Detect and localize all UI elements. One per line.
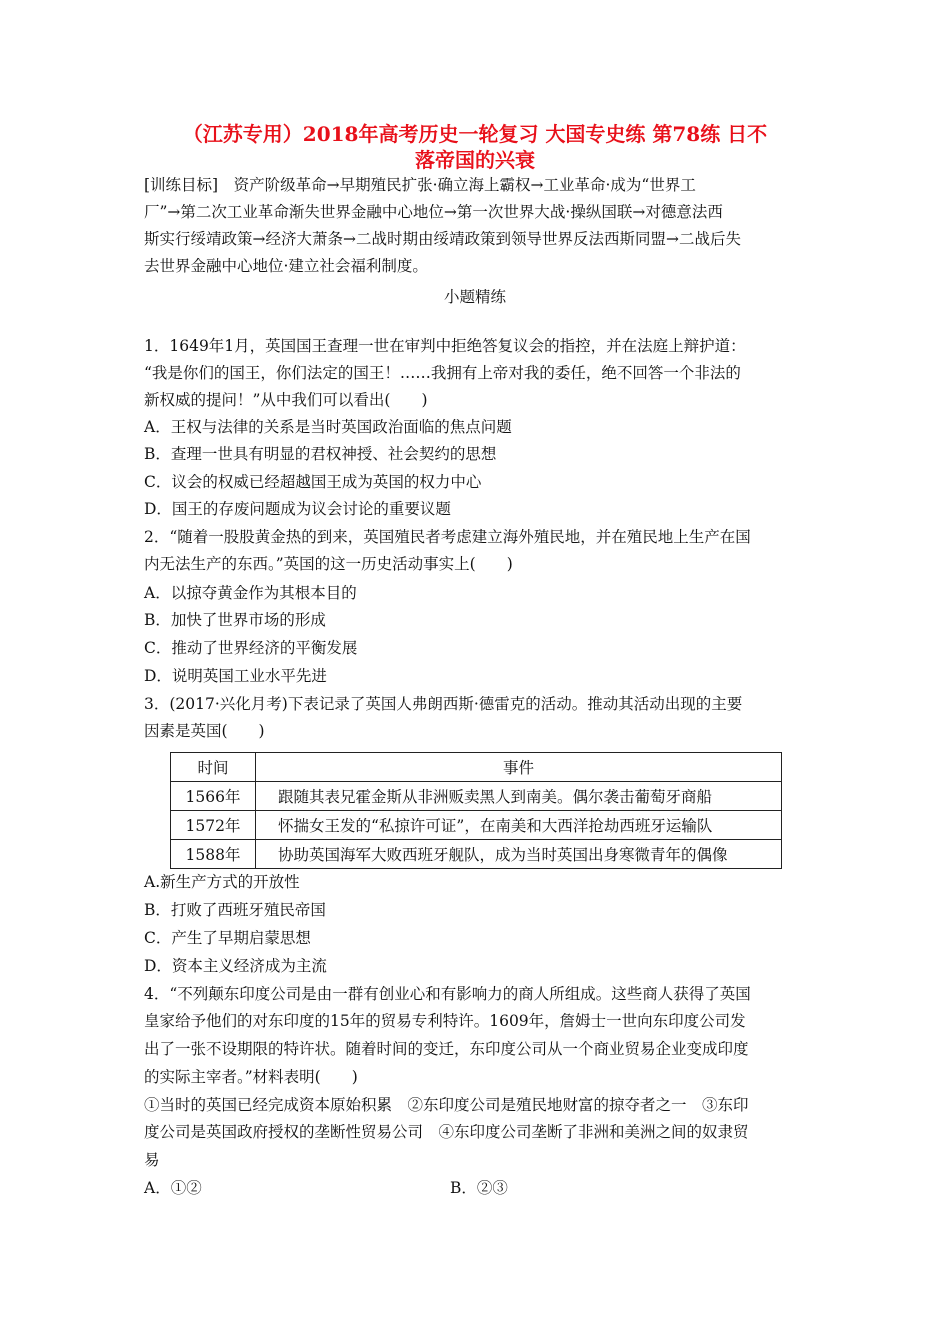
question-2-stem: 内无法生产的东西。”英国的这一历史活动事实上( ) xyxy=(144,555,513,573)
question-2-option-b: B．加快了世界市场的形成 xyxy=(144,611,326,629)
table-header-time: 时间 xyxy=(171,753,256,782)
table-row xyxy=(171,811,782,840)
table-cell-event: 跟随其表兄霍金斯从非洲贩卖黑人到南美。偶尔袭击葡萄牙商船 xyxy=(256,782,782,811)
question-1-option-d: D．国王的存废问题成为议会讨论的重要议题 xyxy=(144,500,451,518)
table-cell-event: 怀揣女王发的“私掠许可证”，在南美和大西洋抢劫西班牙运输队 xyxy=(256,811,782,840)
table-cell-year: 1572年 xyxy=(171,811,256,840)
question-1-stem: 新权威的提问！”从中我们可以看出( ) xyxy=(144,391,428,409)
table-cell-event: 协助英国海军大败西班牙舰队，成为当时英国出身寒微青年的偶像 xyxy=(256,840,782,869)
question-4-statements: ①当时的英国已经完成资本原始积累 ②东印度公司是殖民地财富的掠夺者之一 ③东印 xyxy=(144,1096,749,1114)
question-4-stem: 4．“不列颠东印度公司是由一群有创业心和有影响力的商人所组成。这些商人获得了英国 xyxy=(144,985,751,1003)
table-row xyxy=(171,782,782,811)
question-2-option-a: A．以掠夺黄金作为其根本目的 xyxy=(144,584,357,602)
question-3-stem: 3．(2017·兴化月考)下表记录了英国人弗朗西斯·德雷克的活动。推动其活动出现的主要 xyxy=(144,695,743,713)
question-4-stem: 皇家给予他们的对东印度的15年的贸易专利特许。1609年，詹姆士一世向东印度公司发 xyxy=(144,1012,746,1030)
question-1-stem: “我是你们的国王，你们法定的国王！……我拥有上帝对我的委任，绝不回答一个非法的 xyxy=(144,364,741,382)
question-4-stem: 出了一张不设期限的特许状。随着时间的变迁，东印度公司从一个商业贸易企业变成印度 xyxy=(144,1040,749,1058)
question-4-option-b: B．②③ xyxy=(450,1179,508,1197)
table-row xyxy=(171,840,782,869)
title-line-1: （江苏专用）2018年高考历史一轮复习 大国专史练 第78练 日不 xyxy=(182,122,768,146)
question-1-option-c: C．议会的权威已经超越国王成为英国的权力中心 xyxy=(144,473,482,491)
question-4-stem: 的实际主宰者。”材料表明( ) xyxy=(144,1068,358,1086)
table-cell-year: 1566年 xyxy=(171,782,256,811)
question-1-stem: 1．1649年1月，英国国王查理一世在审判中拒绝答复议会的指控，并在法庭上辩护道： xyxy=(144,337,746,355)
question-2-option-c: C．推动了世界经济的平衡发展 xyxy=(144,639,358,657)
question-2-stem: 2．“随着一股股黄金热的到来，英国殖民者考虑建立海外殖民地，并在殖民地上生产在国 xyxy=(144,528,751,546)
section-title: 小题精练 xyxy=(443,288,506,306)
question-2-option-d: D．说明英国工业水平先进 xyxy=(144,667,327,685)
title-line-2: 落帝国的兴衰 xyxy=(415,148,535,172)
question-3-option-b: B．打败了西班牙殖民帝国 xyxy=(144,901,326,919)
question-1-option-b: B．查理一世具有明显的君权神授、社会契约的思想 xyxy=(144,445,497,463)
question-4-option-a: A．①② xyxy=(144,1179,202,1197)
question-3-option-d: D．资本主义经济成为主流 xyxy=(144,957,327,975)
document-title xyxy=(130,121,820,173)
drake-activities-table xyxy=(170,752,782,869)
question-4-statements: 易 xyxy=(144,1151,160,1169)
training-goal-line: 厂”→第二次工业革命渐失世界金融中心地位→第一次世界大战·操纵国联→对德意法西 xyxy=(144,203,723,221)
question-1-option-a: A．王权与法律的关系是当时英国政治面临的焦点问题 xyxy=(144,418,512,436)
table-cell-year: 1588年 xyxy=(171,840,256,869)
question-3-option-c: C．产生了早期启蒙思想 xyxy=(144,929,311,947)
question-3-option-a: A.新生产方式的开放性 xyxy=(144,873,300,891)
training-goal-line: 去世界金融中心地位·建立社会福利制度。 xyxy=(144,257,428,275)
question-3-stem: 因素是英国( ) xyxy=(144,722,265,740)
training-goal-line: 斯实行绥靖政策→经济大萧条→二战时期由绥靖政策到领导世界反法西斯同盟→二战后失 xyxy=(144,230,741,248)
table-header-event: 事件 xyxy=(256,753,782,782)
table-header-row xyxy=(171,753,782,782)
question-4-statements: 度公司是英国政府授权的垄断性贸易公司 ④东印度公司垄断了非洲和美洲之间的奴隶贸 xyxy=(144,1123,749,1141)
training-goal-line: [训练目标] 资产阶级革命→早期殖民扩张·确立海上霸权→工业革命·成为“世界工 xyxy=(144,176,696,194)
